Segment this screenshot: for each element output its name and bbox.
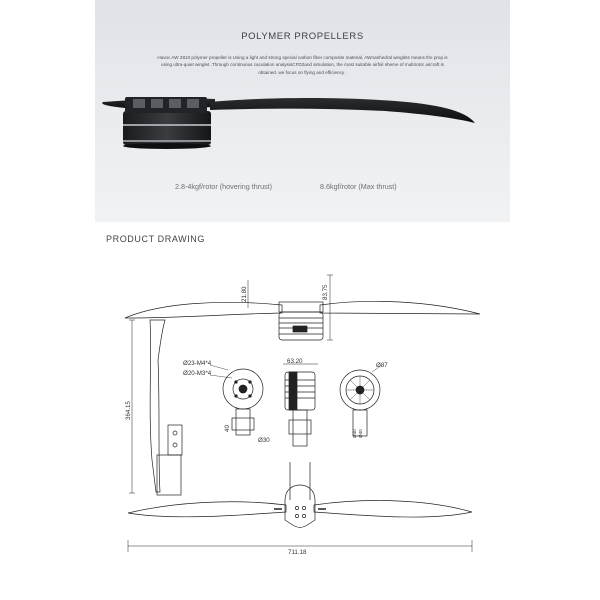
dim-tube-diameter: Ø30 <box>258 437 270 444</box>
front-view-propeller <box>128 462 472 552</box>
hover-thrust-label: 2.8-4kgf/rotor (hovering thrust) <box>175 182 273 191</box>
dim-clamp-a: Ø30 <box>352 429 357 438</box>
dim-clamp-b: Ø40 <box>358 429 363 438</box>
product-drawing-title: PRODUCT DRAWING <box>106 234 205 244</box>
hero-description: Havoc AW 2810 polymer propeller is Using a light and strong special carbon fiber composite material, AWnanhedral winglets means the prop is using ultra-quiet winglet .Through continuous caculation analysisCFD2and simulation, the most suitable airfoil sheme of multirotor aircraft is obtained. we focus on flying and efficiency . <box>157 55 448 75</box>
dim-mount-holes-a: Ø23-M4*4 <box>183 360 212 367</box>
dim-hub-height: 21.80 <box>241 286 248 302</box>
dim-clamp-offset: 40 <box>224 425 231 432</box>
motor-side-view <box>283 364 318 446</box>
motor-bottom-view <box>210 365 263 435</box>
motor-top-view <box>340 365 382 436</box>
max-thrust-label: 8.6kgf/rotor (Max thrust) <box>320 182 397 191</box>
dim-motor-diameter: Ø87 <box>376 362 388 369</box>
hero-title: POLYMER PROPELLERS <box>241 31 364 42</box>
dim-mount-holes-b: Ø20-M3*4 <box>183 370 212 377</box>
side-view-propeller <box>129 320 182 495</box>
top-view-propeller <box>125 275 480 340</box>
dim-motor-height: 83.75 <box>322 284 329 300</box>
dim-motor-width: 63.20 <box>287 358 303 365</box>
dim-prop-height: 364.15 <box>125 401 132 420</box>
dim-prop-span: 711.18 <box>288 549 307 556</box>
